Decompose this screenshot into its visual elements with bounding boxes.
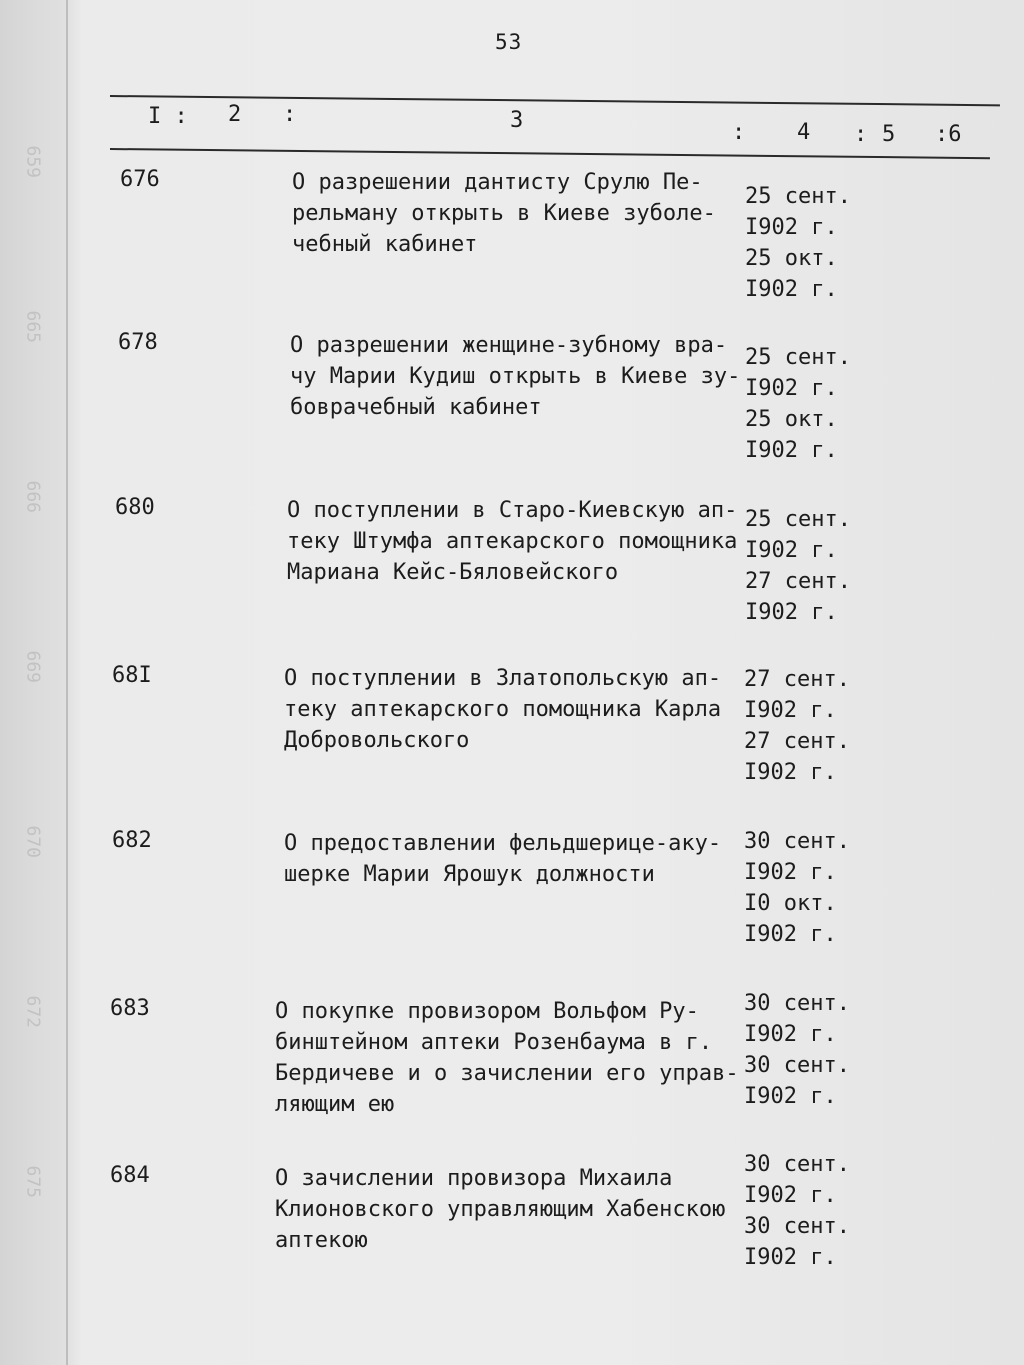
description-line: бинштейном аптеки Розенбаума в г. xyxy=(275,1030,713,1055)
bleed-through-number: 659 xyxy=(22,145,44,179)
entry-dates xyxy=(745,181,875,305)
entry-dates xyxy=(744,826,874,950)
header-col-3: 3 xyxy=(510,108,524,133)
entry-description xyxy=(287,495,757,588)
page-number: 53 xyxy=(495,30,523,54)
start-year: I902 г. xyxy=(744,860,837,885)
end-date: 25 окт. xyxy=(745,246,838,271)
entry-description xyxy=(284,663,754,756)
entry-description xyxy=(284,828,754,890)
start-date: 30 сент. xyxy=(744,991,850,1016)
description-line: теку Штумфа аптекарского помощника xyxy=(287,529,738,554)
end-date: 27 сент. xyxy=(745,569,851,594)
end-year: I902 г. xyxy=(745,438,838,463)
description-line: О зачислении провизора Михаила xyxy=(275,1166,673,1191)
start-date: 30 сент. xyxy=(744,829,850,854)
end-year: I902 г. xyxy=(745,600,838,625)
description-line: теку аптекарского помощника Карла xyxy=(284,697,722,722)
entry-dates xyxy=(744,1149,874,1273)
header-separator: : xyxy=(854,122,868,147)
start-date: 30 сент. xyxy=(744,1152,850,1177)
end-year: I902 г. xyxy=(745,277,838,302)
entry-number: 68I xyxy=(112,663,152,688)
entry-description xyxy=(275,996,745,1120)
start-year: I902 г. xyxy=(744,698,837,723)
description-line: О разрешении дантисту Срулю Пе- xyxy=(292,170,703,195)
entry-number: 684 xyxy=(110,1163,150,1188)
description-line: боврачебный кабинет xyxy=(290,395,542,420)
entry-number: 682 xyxy=(112,828,152,853)
header-bottom-rule xyxy=(110,148,990,159)
header-col-5: 5 xyxy=(882,122,896,147)
header-col-1: I : xyxy=(148,104,188,129)
end-year: I902 г. xyxy=(744,760,837,785)
description-line: О поступлении в Златопольскую ап- xyxy=(284,666,722,691)
end-date: I0 окт. xyxy=(744,891,837,916)
header-separator: : xyxy=(283,102,297,127)
description-line: О разрешении женщине-зубному вра- xyxy=(290,333,728,358)
entry-description xyxy=(290,330,760,423)
start-date: 25 сент. xyxy=(745,507,851,532)
description-line: О предоставлении фельдшерице-аку- xyxy=(284,831,722,856)
description-line: рельману открыть в Киеве зуболе- xyxy=(292,201,716,226)
start-year: I902 г. xyxy=(744,1183,837,1208)
description-line: чу Марии Кудиш открыть в Киеве зу- xyxy=(290,364,741,389)
end-year: I902 г. xyxy=(744,1245,837,1270)
start-year: I902 г. xyxy=(745,538,838,563)
start-year: I902 г. xyxy=(744,1022,837,1047)
entry-number: 683 xyxy=(110,996,150,1021)
bleed-through-number: 670 xyxy=(22,825,44,859)
description-line: О поступлении в Старо-Киевскую ап- xyxy=(287,498,738,523)
start-date: 27 сент. xyxy=(744,667,850,692)
bleed-through-number: 672 xyxy=(22,995,44,1029)
bleed-through-number: 665 xyxy=(22,310,44,344)
header-col-2: 2 xyxy=(228,102,242,127)
description-line: Мариана Кейс-Бяловейского xyxy=(287,560,619,585)
description-line: Клионовского управляющим Хабенскою xyxy=(275,1197,726,1222)
description-line: О покупке провизором Вольфом Ру- xyxy=(275,999,699,1024)
entry-dates xyxy=(745,504,875,628)
end-date: 25 окт. xyxy=(745,407,838,432)
start-year: I902 г. xyxy=(745,215,838,240)
header-top-rule xyxy=(110,95,1000,106)
entry-number: 676 xyxy=(120,167,160,192)
end-date: 27 сент. xyxy=(744,729,850,754)
description-line: Добровольского xyxy=(284,728,470,753)
entry-number: 678 xyxy=(118,330,158,355)
header-separator: : xyxy=(732,120,746,145)
description-line: Бердичеве и о зачислении его управ- xyxy=(275,1061,739,1086)
end-year: I902 г. xyxy=(744,922,837,947)
entry-description xyxy=(275,1163,745,1256)
bleed-through-number: 675 xyxy=(22,1165,44,1199)
start-date: 25 сент. xyxy=(745,345,851,370)
start-date: 25 сент. xyxy=(745,184,851,209)
entry-dates xyxy=(744,664,874,788)
end-date: 30 сент. xyxy=(744,1053,850,1078)
page-binding-edge xyxy=(66,0,68,1365)
header-col-6: :6 xyxy=(935,122,962,147)
start-year: I902 г. xyxy=(745,376,838,401)
description-line: аптекою xyxy=(275,1228,368,1253)
description-line: ляющим ею xyxy=(275,1092,395,1117)
description-line: шерке Марии Ярошук должности xyxy=(284,862,655,887)
entry-dates xyxy=(745,342,875,466)
bleed-through-number: 669 xyxy=(22,650,44,684)
entry-dates xyxy=(744,988,874,1112)
entry-description xyxy=(292,167,762,260)
header-col-4: 4 xyxy=(797,120,811,145)
bleed-through-number: 666 xyxy=(22,480,44,514)
description-line: чебный кабинет xyxy=(292,232,478,257)
end-date: 30 сент. xyxy=(744,1214,850,1239)
entry-number: 680 xyxy=(115,495,155,520)
end-year: I902 г. xyxy=(744,1084,837,1109)
